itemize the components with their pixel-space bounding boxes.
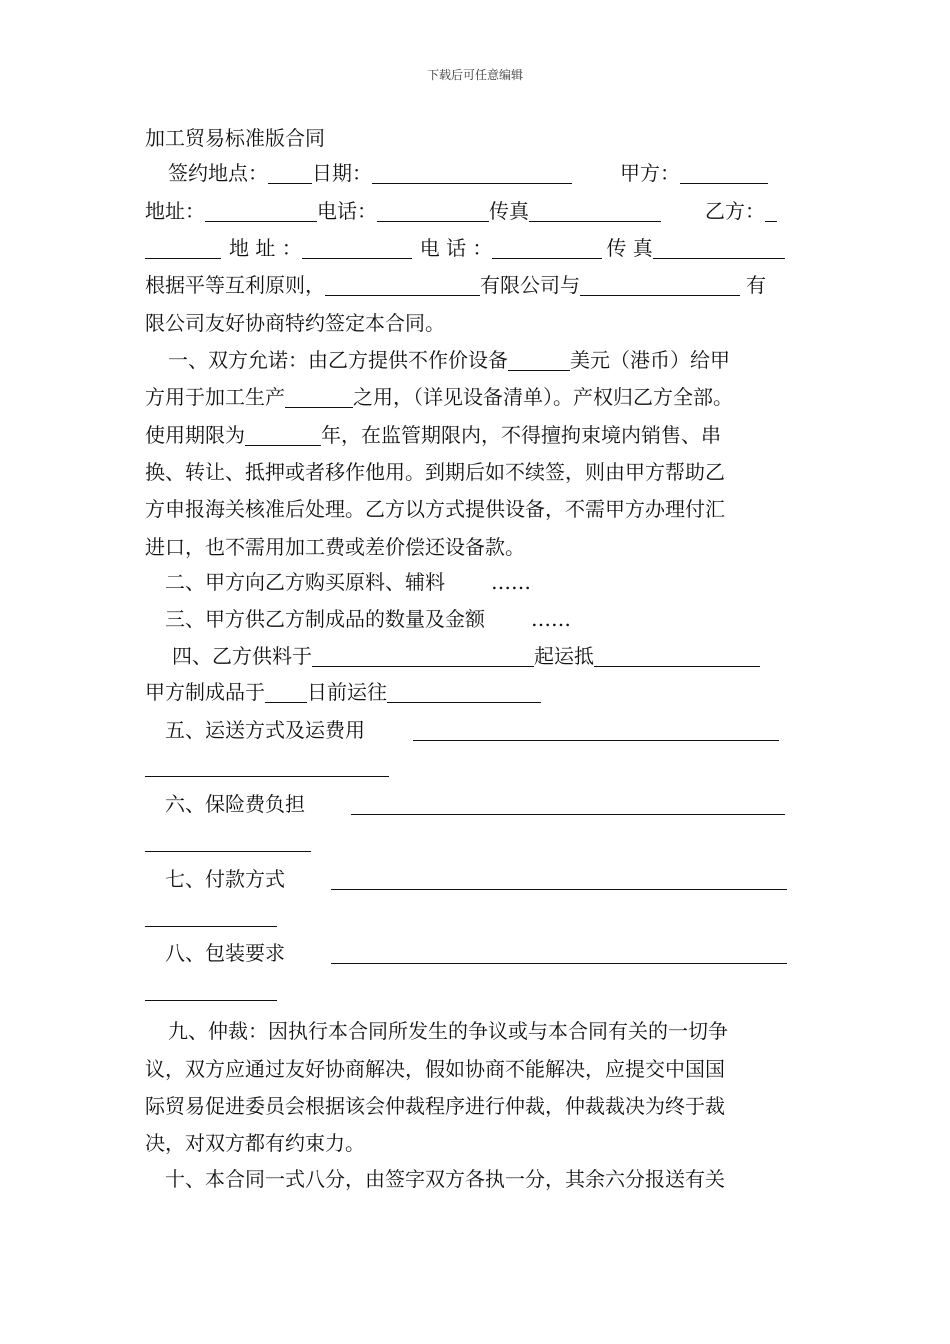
address-label-2: 地 址 ： — [229, 236, 302, 260]
phone-blank — [377, 201, 489, 222]
clause-1-line-5: 方申报海关核准后处理。乙方以方式提供设备，不需甲方办理付汇 — [145, 497, 725, 521]
clause-6-text: 六、保险费负担 — [165, 792, 305, 816]
signing-info-line — [168, 158, 768, 188]
clause-2 — [165, 567, 531, 597]
supply-date-blank — [312, 646, 534, 667]
party-b-label: 乙方： — [705, 199, 765, 223]
ship-to-blank — [387, 682, 541, 703]
clause-6-blank — [351, 794, 785, 815]
phone-label-2: 电 话 ： — [419, 236, 493, 260]
clause-2-ellipsis: …… — [491, 570, 531, 594]
clause-6-blank-2 — [145, 831, 311, 852]
clause-9-line-3: 际贸易促进委员会根据该会仲裁程序进行仲裁，仲裁裁决为终于裁 — [145, 1094, 725, 1118]
clause-7 — [165, 864, 787, 894]
date-label: 日期： — [312, 161, 372, 185]
product-blank — [285, 387, 353, 408]
clause-5-blank-2 — [145, 756, 389, 777]
clause-4-line-1 — [172, 641, 760, 671]
clause-2-text: 二、甲方向乙方购买原料、辅料 — [165, 570, 445, 594]
clause-8-blank-2 — [145, 980, 277, 1001]
clause-6-blank-cont — [145, 826, 311, 856]
fax-blank-2 — [653, 238, 785, 259]
date-blank — [372, 163, 572, 184]
address-blank-2 — [302, 238, 412, 259]
sign-place-label: 签约地点： — [168, 161, 268, 185]
clause-7-blank — [331, 869, 787, 890]
party-b-contact-line — [145, 233, 785, 263]
clause-9-line-4: 决，对双方都有约束力。 — [145, 1131, 365, 1155]
clause-4-text-c: 甲方制成品于 — [145, 680, 265, 704]
clause-7-blank-cont — [145, 901, 277, 931]
clause-7-text: 七、付款方式 — [165, 867, 285, 891]
clause-1-line-6: 进口，也不需用加工费或差价偿还设备款。 — [145, 535, 525, 559]
party-a-label: 甲方： — [620, 161, 680, 185]
clause-1-line-4: 换、转让、抵押或者移作他用。到期后如不续签，则由甲方帮助乙 — [145, 460, 725, 484]
intro-text-a: 根据平等互利原则， — [145, 273, 325, 297]
clause-1-line-1 — [168, 345, 730, 375]
clause-4-text-b: 起运抵 — [534, 644, 594, 668]
clause-1-line-3 — [145, 420, 721, 450]
address-blank — [205, 201, 317, 222]
page-header-note: 下载后可任意编辑 — [426, 68, 523, 82]
fax-label: 传真 — [489, 199, 529, 223]
clause-1-text-e: 使用期限为 — [145, 423, 245, 447]
fax-blank — [529, 201, 661, 222]
intro-text-c: 有 — [746, 273, 766, 297]
clause-6 — [165, 789, 785, 819]
clause-3 — [165, 604, 571, 634]
clause-8-blank — [331, 943, 787, 964]
clause-3-ellipsis: …… — [531, 607, 571, 631]
clause-3-text: 三、甲方供乙方制成品的数量及金额 — [165, 607, 485, 631]
clause-1-text-f: 年，在监管期限内，不得擅拘束境内销售、串 — [321, 423, 721, 447]
company-b-blank — [580, 275, 740, 296]
clause-5-blank — [413, 720, 779, 741]
days-blank — [265, 682, 307, 703]
clause-1-text-c: 方用于加工生产 — [145, 385, 285, 409]
party-a-contact-line — [145, 196, 777, 226]
clause-9-line-1: 九、仲裁：因执行本合同所发生的争议或与本合同有关的一切争 — [168, 1019, 728, 1043]
party-b-blank — [765, 201, 777, 222]
clause-8-text: 八、包装要求 — [165, 941, 285, 965]
clause-1-text-d: 之用，（详见设备清单）。产权归乙方全部。 — [353, 385, 733, 409]
clause-8 — [165, 938, 787, 968]
clause-8-blank-cont — [145, 975, 277, 1005]
clause-4-line-2 — [145, 677, 541, 707]
destination-blank — [594, 646, 760, 667]
phone-blank-2 — [492, 238, 602, 259]
company-a-blank — [325, 275, 480, 296]
clause-7-blank-2 — [145, 906, 277, 927]
intro-line-1 — [145, 270, 766, 300]
clause-4-text-d: 日前运往 — [307, 680, 387, 704]
clause-1-text-b: 美元（港币）给甲 — [570, 348, 730, 372]
sign-place-blank — [268, 163, 312, 184]
intro-text-b: 有限公司与 — [480, 273, 580, 297]
clause-1-text-a: 一、双方允诺：由乙方提供不作价设备 — [168, 348, 508, 372]
clause-5-text: 五、运送方式及运费用 — [165, 718, 365, 742]
equipment-value-blank — [508, 350, 570, 371]
clause-5-blank-cont — [145, 751, 389, 781]
intro-line-2: 限公司友好协商特约签定本合同。 — [145, 311, 445, 335]
clause-9-line-2: 议，双方应通过友好协商解决，假如协商不能解决，应提交中国国 — [145, 1057, 725, 1081]
fax-label-2: 传 真 — [606, 236, 653, 260]
clause-10-line-1: 十、本合同一式八分，由签字双方各执一分，其余六分报送有关 — [165, 1167, 725, 1191]
party-b-blank-cont — [145, 238, 221, 259]
clause-5 — [165, 715, 779, 745]
clause-1-line-2 — [145, 382, 733, 412]
term-years-blank — [245, 425, 321, 446]
party-a-blank — [680, 163, 768, 184]
contract-title: 加工贸易标准版合同 — [145, 126, 325, 150]
clause-4-text-a: 四、乙方供料于 — [172, 644, 312, 668]
address-label: 地址： — [145, 199, 205, 223]
phone-label: 电话： — [317, 199, 377, 223]
